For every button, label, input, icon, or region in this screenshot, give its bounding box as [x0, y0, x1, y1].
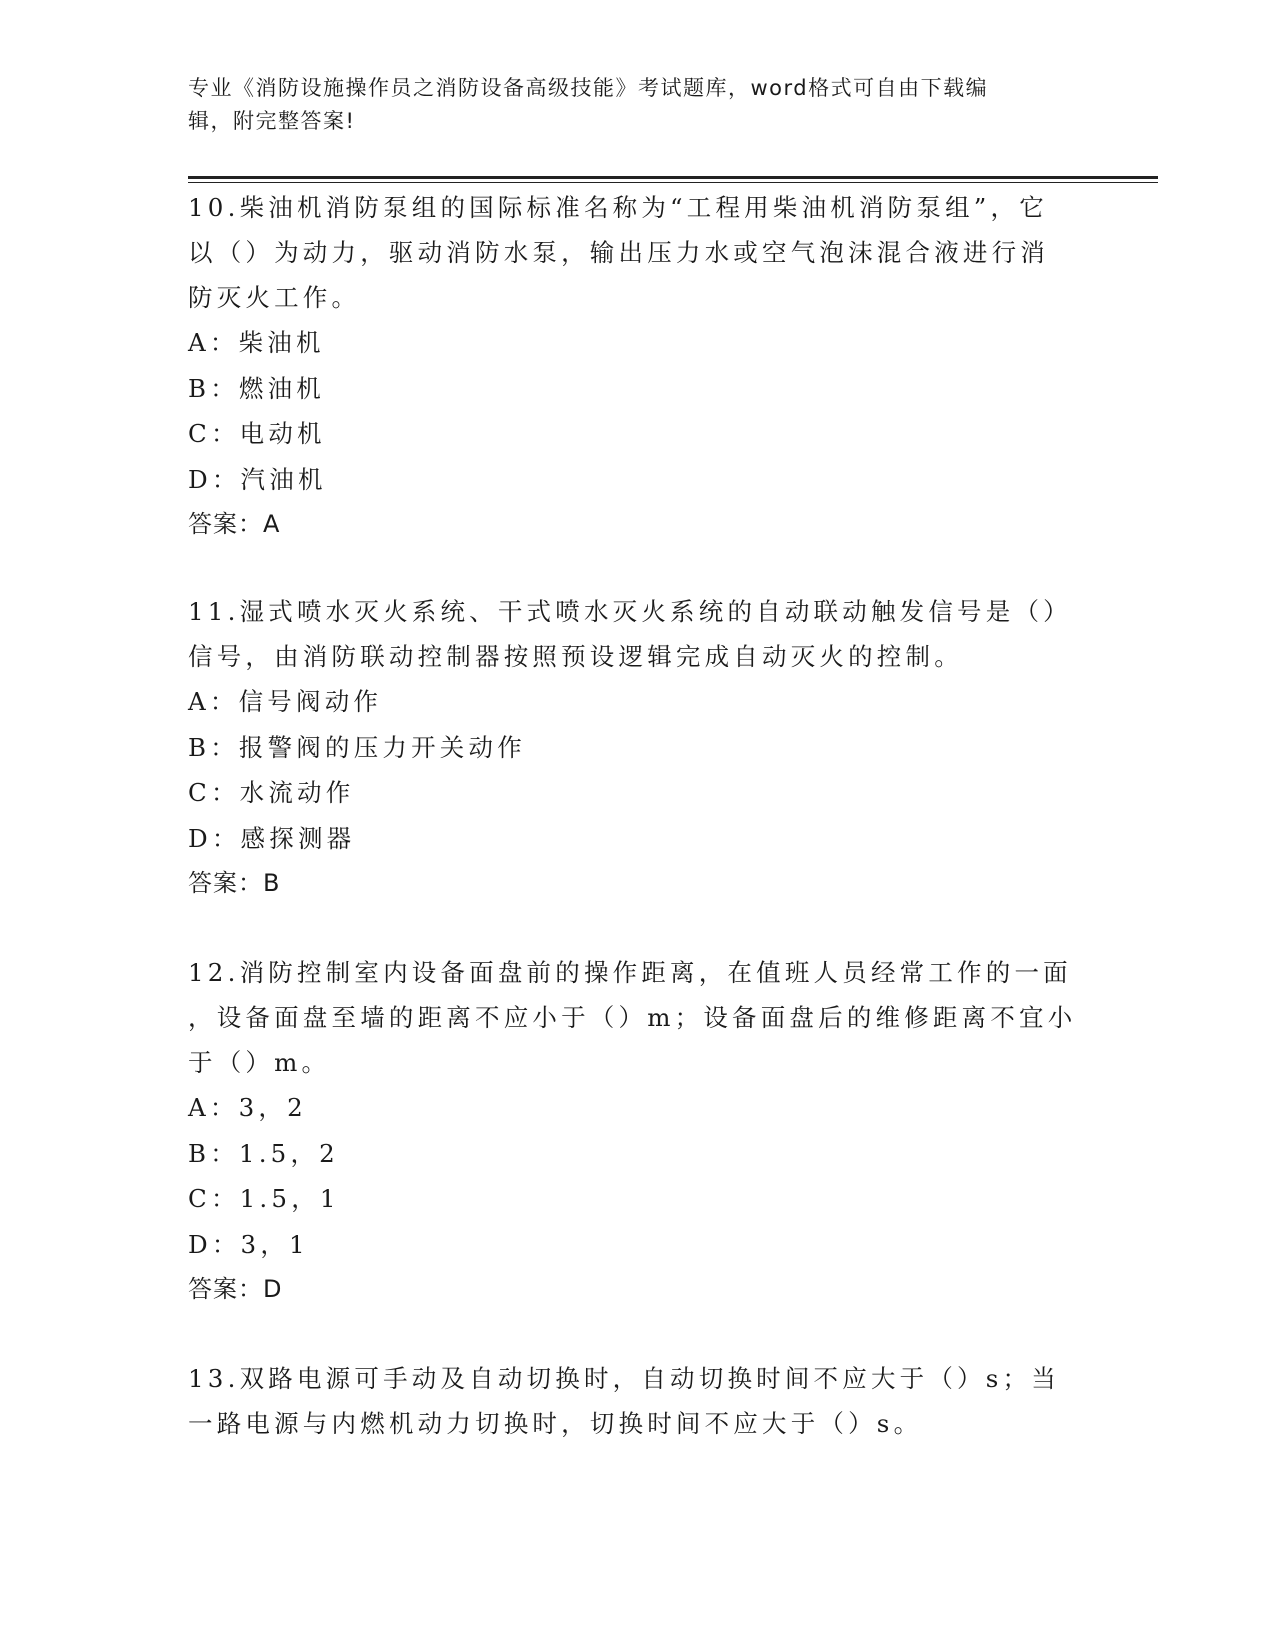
question-stem-line: ，设备面盘至墙的距离不应小于（）m；设备面盘后的维修距离不宜小 [188, 1003, 1077, 1032]
option-d: D：3，1 [188, 1229, 309, 1259]
question-stem-line: 13.双路电源可手动及自动切换时，自动切换时间不应大于（）s；当 [188, 1364, 1060, 1393]
question-stem-line: 以（）为动力，驱动消防水泵，输出压力水或空气泡沫混合液进行消 [188, 238, 1049, 267]
question-stem-line: 于（）m。 [188, 1048, 331, 1077]
header-divider-thin [188, 182, 1158, 183]
header-line-1: 专业《消防设施操作员之消防设备高级技能》考试题库，word格式可自由下载编 [188, 76, 989, 100]
option-c: C：1.5，1 [188, 1184, 340, 1213]
question-stem-line: 12.消防控制室内设备面盘前的操作距离，在值班人员经常工作的一面 [188, 958, 1072, 987]
question-stem-line: 11.湿式喷水灭火系统、干式喷水灭火系统的自动联动触发信号是（） [188, 597, 1072, 626]
option-b: B：1.5，2 [188, 1138, 339, 1168]
answer-line: 答案：B [188, 869, 281, 897]
question-13 [188, 1356, 1088, 1446]
question-10 [188, 185, 1088, 547]
option-d: D：感探测器 [188, 823, 356, 853]
option-c: C：水流动作 [188, 778, 355, 807]
question-stem-line: 10.柴油机消防泵组的国际标准名称为“工程用柴油机消防泵组”，它 [188, 193, 1048, 222]
answer-line: 答案：A [188, 510, 281, 538]
header-line-2: 辑，附完整答案! [188, 109, 356, 133]
option-c: C：电动机 [188, 419, 326, 448]
question-stem-line: 信号，由消防联动控制器按照预设逻辑完成自动灭火的控制。 [188, 642, 963, 671]
option-a: A：3，2 [188, 1093, 307, 1122]
answer-line: 答案：D [188, 1275, 283, 1303]
option-b: B：报警阀的压力开关动作 [188, 732, 526, 762]
question-11 [188, 589, 1088, 906]
option-a: A：柴油机 [188, 328, 325, 357]
option-b: B：燃油机 [188, 373, 326, 403]
option-a: A：信号阀动作 [188, 687, 383, 716]
question-12 [188, 950, 1088, 1312]
question-stem-line: 防灭火工作。 [188, 283, 361, 312]
header-divider-thick [188, 176, 1158, 179]
question-stem-line: 一路电源与内燃机动力切换时，切换时间不应大于（）s。 [188, 1409, 923, 1438]
document-header [188, 72, 1088, 138]
option-d: D：汽油机 [188, 464, 327, 494]
